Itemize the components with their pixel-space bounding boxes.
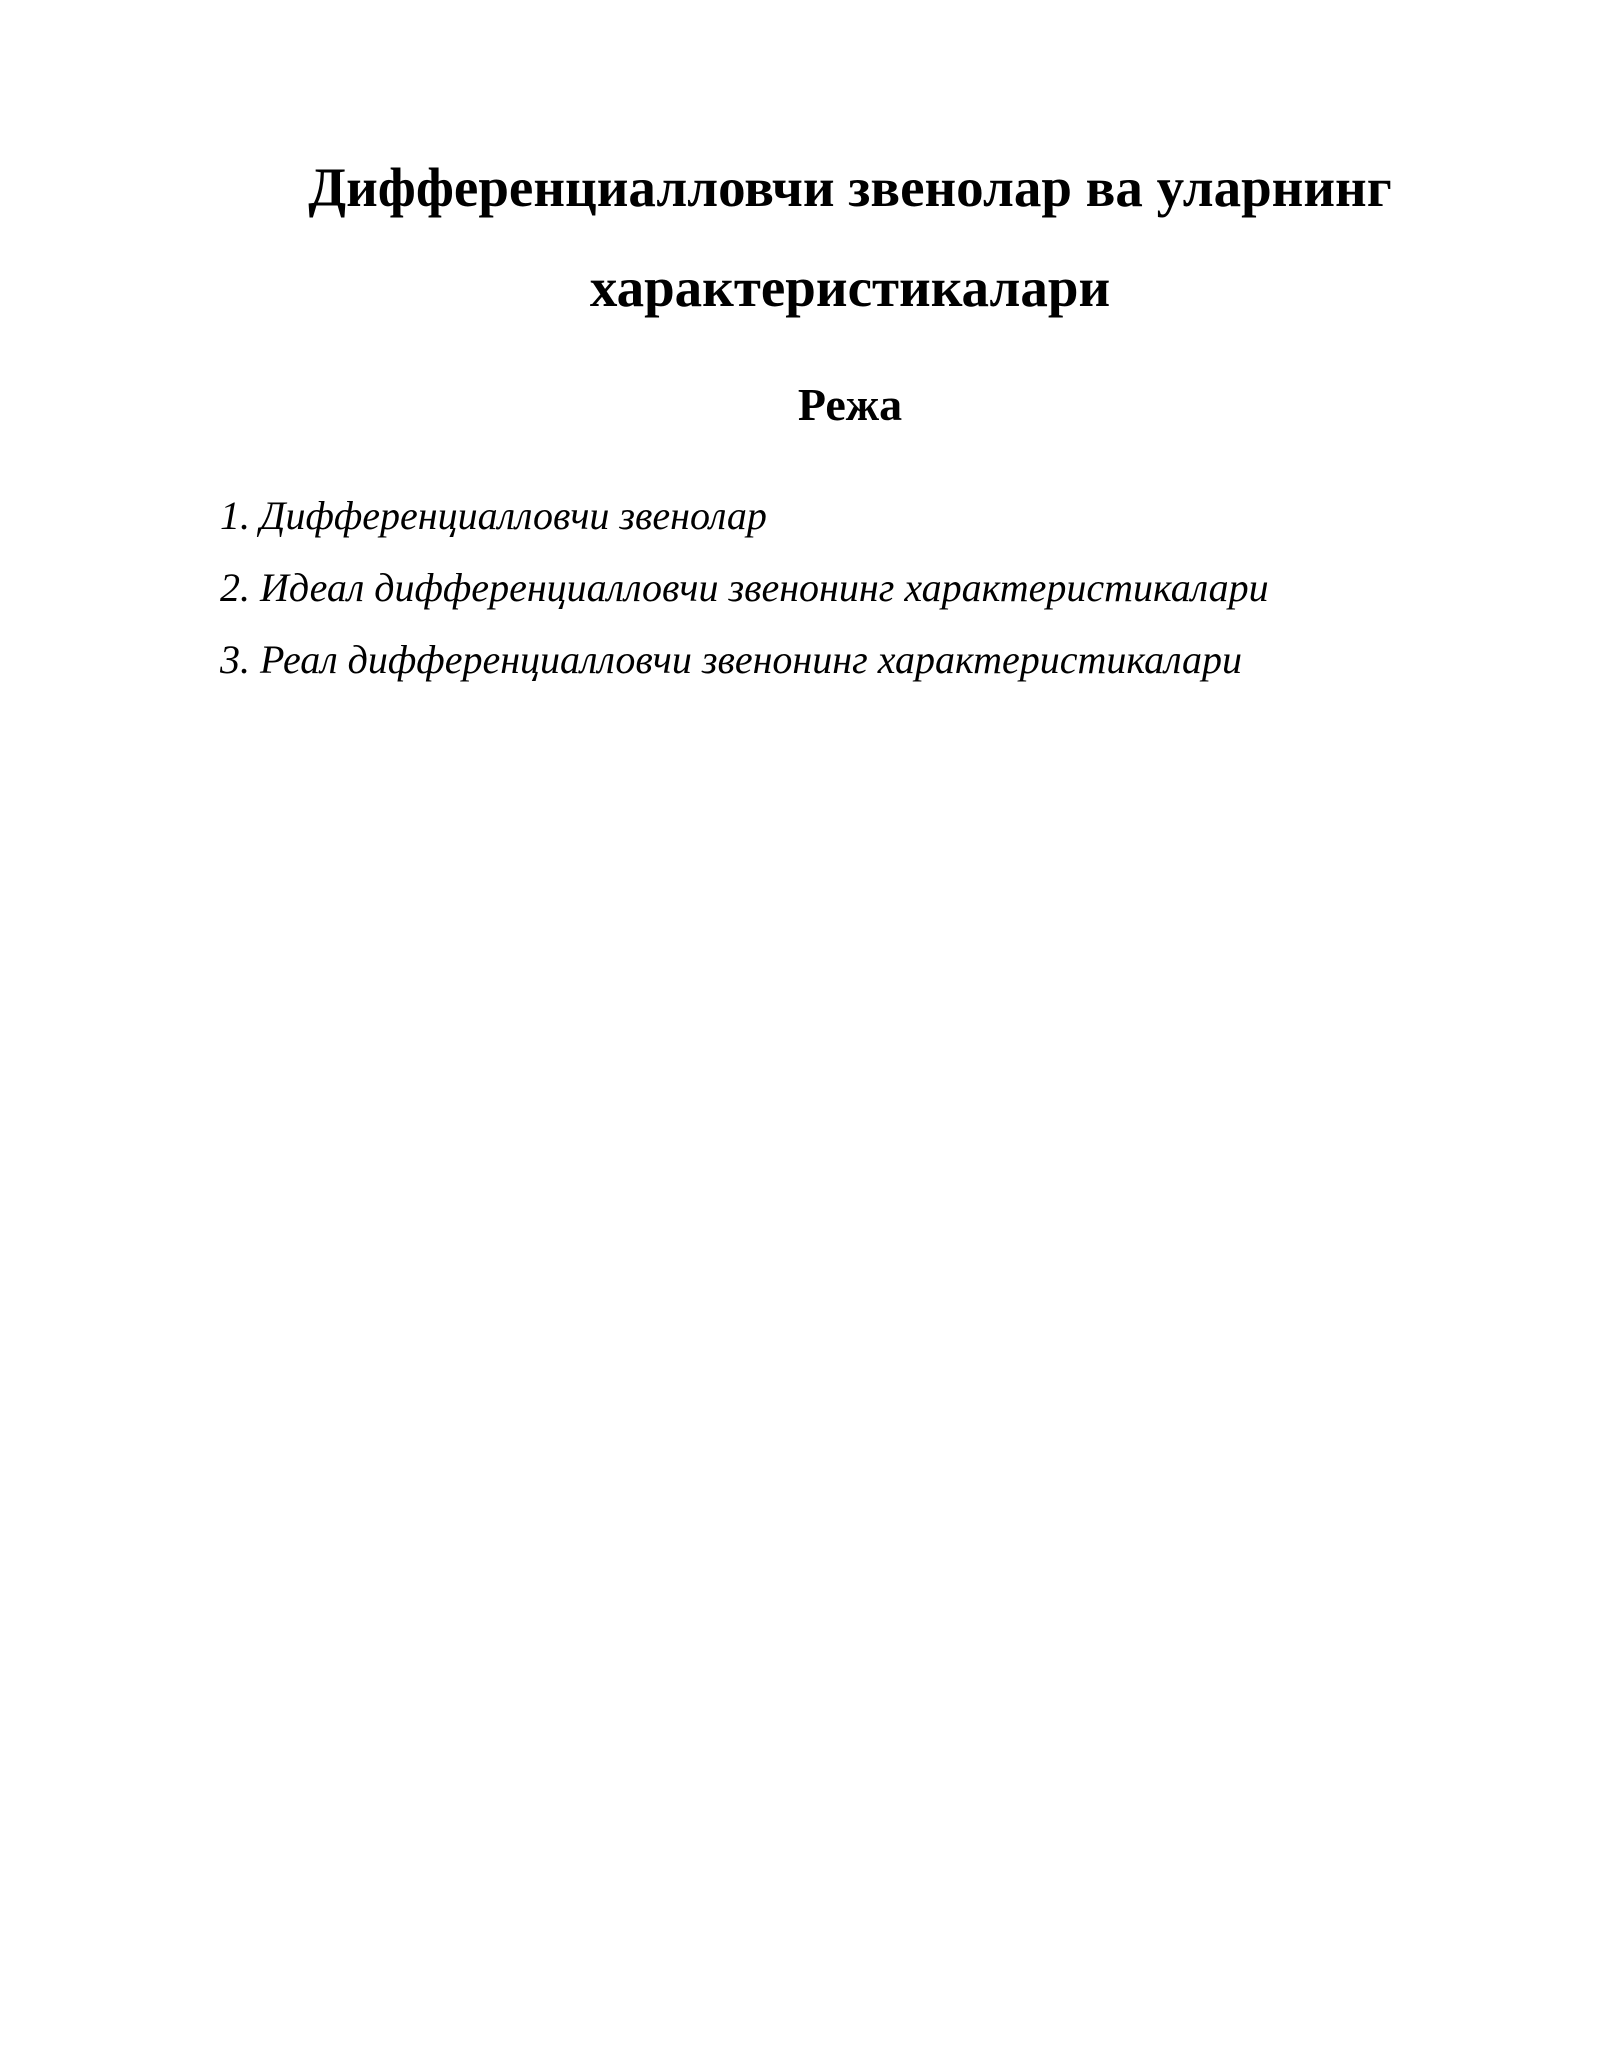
document-title: Дифференциалловчи звенолар ва уларнинг характеристикалари bbox=[308, 157, 1392, 318]
plan-heading: Режа bbox=[797, 379, 903, 430]
plan-item-3: 3. Реал дифференциалловчи звенонинг характеристикалари bbox=[220, 637, 1243, 682]
plan-item-1: 1. Дифференциалловчи звенолар bbox=[220, 493, 767, 538]
plan-item-2: 2. Идеал дифференциалловчи звенонинг характеристикалари bbox=[220, 565, 1269, 610]
plan-list bbox=[220, 480, 1269, 696]
